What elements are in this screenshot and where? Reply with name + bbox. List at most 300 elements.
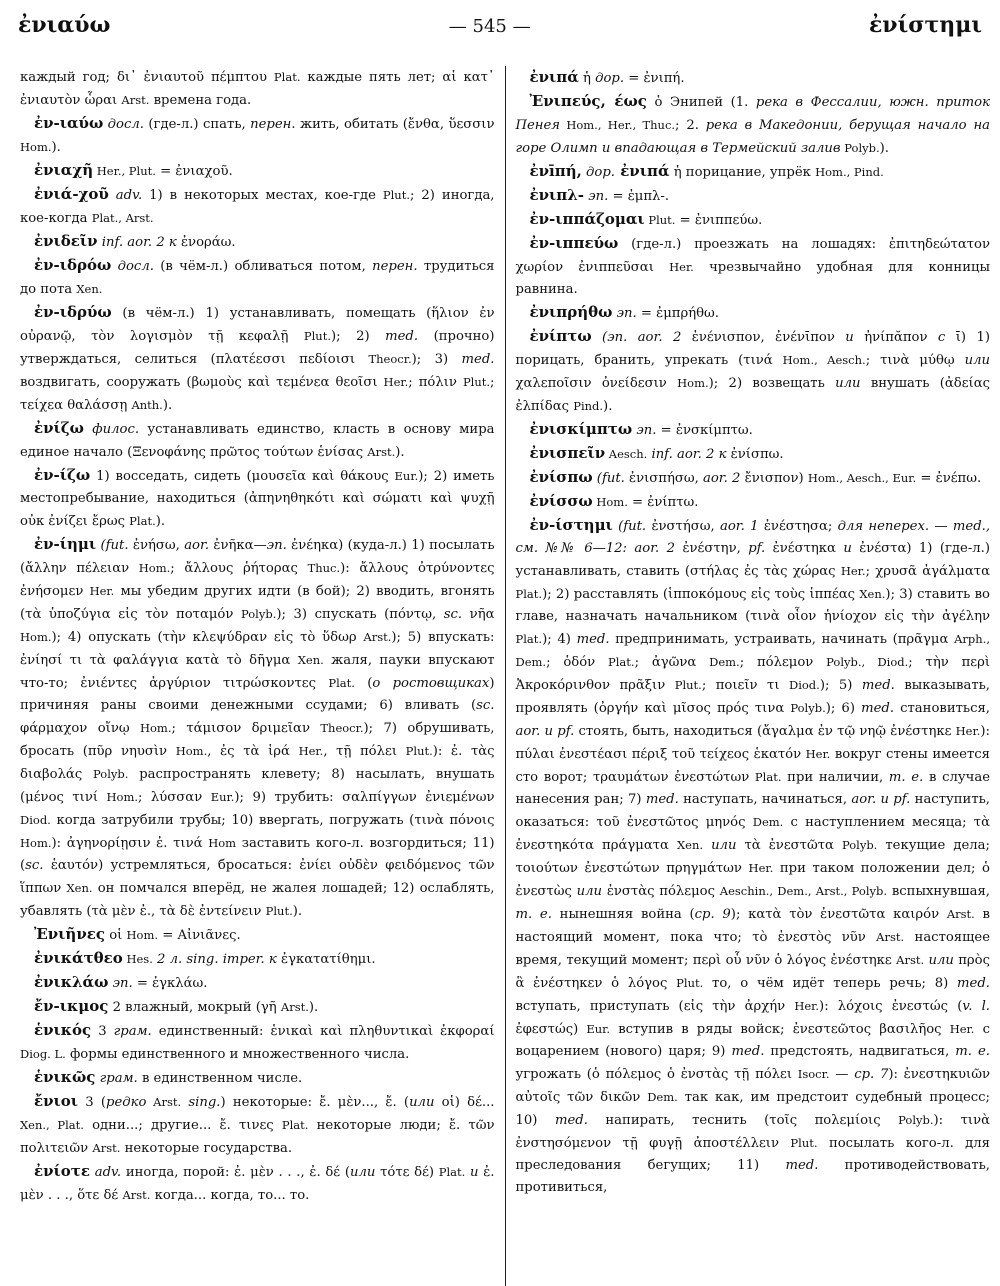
entry-text: при таком положении дел; ὁ ἐνεστὼς (515, 861, 990, 899)
entry-text: предпринимать, устраивать, начинать (πρᾶγμα (609, 632, 955, 647)
source-reference: Arst. (946, 907, 975, 921)
entry-headword: ἐνιπά (614, 162, 670, 180)
grammar-note: о ростовщиках (372, 676, 490, 691)
dictionary-entry (20, 254, 495, 301)
entry-text: = ἐγκλάω. (132, 976, 208, 991)
entry-text: ; πόλεμον (739, 655, 827, 670)
entry-text: воздвигать, сооружать (βωμοὺς καὶ τεμένεα θεοῖσι (20, 375, 384, 390)
dictionary-entry (516, 325, 991, 418)
entry-headword: ἐνιπλ- (529, 186, 585, 204)
source-reference: Hom., Pind. (815, 165, 884, 179)
source-reference: Xen. (676, 838, 704, 852)
source-reference: Isocr. (797, 1067, 830, 1081)
source-reference: Dem. (647, 1090, 678, 1104)
entry-text: τότε δέ) (375, 1165, 439, 1180)
entry-text: οἱ (105, 928, 127, 943)
entry-text: противодействовать, противиться, (515, 1158, 990, 1195)
dictionary-entry (516, 184, 991, 208)
grammar-note: (эп. aor. 2 (591, 330, 682, 345)
entry-text: некоторые люди; ἔ. τῶν πολιτειῶν (20, 1118, 495, 1156)
grammar-note: грам. (95, 1071, 138, 1086)
source-reference: Plat. (438, 1165, 466, 1179)
source-reference: Arst. (280, 1000, 309, 1014)
grammar-note: aor. и pf. (851, 792, 911, 807)
grammar-note: эп. (266, 538, 287, 553)
source-reference: Arst. (367, 445, 396, 459)
entry-text: ἐνέστα) 1) (где-л.) устанавливать, ставить (στήλας ἐς τὰς χώρας (515, 541, 990, 579)
dictionary-entry (516, 160, 991, 184)
entry-headword: ἐνīπή, (529, 162, 582, 180)
dictionary-entry (516, 232, 991, 301)
entry-text: устанавливать единство, класть в основу мира единое начало (Ξενοφάνης πρῶτος τούτων ἑνίσας (20, 422, 495, 460)
source-reference: Her. (949, 1022, 975, 1036)
entry-text: выказывать, проявлять (ὀργήν καὶ μῖσος πρός τινα (515, 678, 990, 716)
entry-text: ); 2) возвещать (708, 376, 836, 391)
entry-text: ἐνῆκα— (209, 538, 267, 553)
source-reference: Plut. (674, 678, 702, 692)
entry-text: 3 ( (78, 1095, 107, 1110)
entry-headword: ἐνισπεῖν (529, 444, 606, 462)
entry-text: τὰ ἐνεστῶτα (736, 838, 842, 853)
entry-text: ἑαυτόν) устремляться, бросаться: ἐνίει οὐδὲν φειδόμενος τῶν ἵππων (20, 858, 495, 896)
entry-text: ( (354, 676, 373, 691)
dictionary-entry (20, 230, 495, 254)
grammar-note: med. (576, 632, 610, 647)
entry-text: единственный: ἑνικαὶ καὶ πληθυντικαὶ ἐκφοραί (151, 1024, 495, 1039)
entry-text: χαλεποῖσιν ὀνείδεσιν (515, 376, 678, 391)
entry-text: ): ἄλλους ὀτρύνοντες ἐνήσομεν (20, 561, 495, 599)
grammar-note: редко (106, 1095, 147, 1110)
entry-text: (прочно) утверждаться, селиться (πλατέεσσι πεδίοισι (20, 329, 495, 367)
source-reference: Her. (840, 564, 866, 578)
source-reference: Thuc. (307, 561, 341, 575)
entry-text: когда... когда, то... то. (150, 1188, 310, 1203)
entry-text: заставить кого-л. возгордиться; 11) ( (20, 836, 495, 873)
entry-text: когда затрубили трубы; 10) ввергать, погружать (τινὰ πόνοις (50, 813, 495, 828)
source-reference: Hom (208, 836, 237, 850)
entry-text: ἔνισπον) (740, 471, 808, 486)
entry-headword: ἐνίζω (34, 419, 84, 437)
entry-text: ); 4) опускать (τὴν κλεψύδραν εἰς τὸ ὕδωρ (51, 630, 364, 645)
entry-text: ; ἀγῶνα (634, 655, 710, 670)
entry-headword: ἐνικάτθεο (34, 949, 123, 967)
source-reference: Plut. (790, 1136, 818, 1150)
grammar-note: перен. (372, 259, 418, 274)
entry-text: ; λύσσαν (138, 790, 211, 805)
source-reference: Hom. (139, 721, 172, 735)
source-reference: Her. (383, 375, 409, 389)
entry-text: ; 2) иногда, кое-когда (20, 188, 495, 226)
entry-headword: ἑνικός (34, 1021, 92, 1039)
entry-text: ἐνίσπω. (726, 447, 784, 462)
source-reference: Diog. L. (20, 1047, 66, 1061)
source-reference: Polyb. (841, 838, 878, 852)
source-reference: Her. (955, 724, 981, 738)
grammar-note: med. (861, 678, 895, 693)
entry-headword: ἐνισκίμπτω (529, 420, 633, 438)
entry-text: = ἐνσκίμπτω. (656, 423, 753, 438)
right-column (505, 66, 991, 1286)
grammar-note: aor. 1 (720, 519, 759, 534)
grammar-note: (fut. (592, 471, 625, 486)
entry-headword: ἐνιπά (529, 68, 579, 86)
grammar-note: т. е. (955, 1044, 990, 1059)
source-reference: Polyb., Diod. (826, 655, 909, 669)
source-reference: Plat. (515, 587, 543, 601)
entry-text: вспыхнувшая, (887, 884, 990, 899)
entry-text: πρὸς ἃ ἐνέστηκεν ὁ λόγος (515, 953, 991, 991)
entry-headword: ἐνιπρήθω (529, 303, 613, 321)
entry-text: так как, им предстоит судебный процесс; 10) (515, 1090, 990, 1128)
entry-text: 3 (91, 1024, 114, 1039)
entry-text: ἐνέηκα) (куда-л.) 1) посылать (ἄλλην πέλειαν (20, 538, 495, 576)
grammar-note: и (843, 541, 852, 556)
entry-text: внушать (ἀδείας ἐλπίδας (515, 376, 990, 414)
entry-text: , ἐς τὰ ἱρά (207, 744, 299, 759)
entry-text: ἡ (578, 71, 596, 86)
entry-text: ): λόχοις ἐνεστώς ( (819, 999, 963, 1014)
entry-text: посылать кого-л. для преследования бегущих; 11) (515, 1136, 991, 1173)
source-reference: Pind. (573, 399, 604, 413)
dictionary-entry (20, 971, 495, 995)
grammar-note: перен. (250, 117, 296, 132)
entry-headword: ἐνίσσω (529, 492, 593, 510)
grammar-note: т. е. (888, 770, 924, 785)
grammar-note: эп. (632, 423, 657, 438)
entry-headword: ἐν-ιδρύω (34, 303, 112, 321)
entry-text: = ἐνίπτω. (627, 495, 699, 510)
source-reference: Plat., Arst. (91, 211, 154, 225)
entry-headword: ἐνίπτω (529, 327, 592, 345)
entry-text: ). (51, 140, 61, 155)
grammar-note: ср. 9 (694, 907, 731, 922)
entry-text: = Αἰνιᾶνες. (158, 928, 241, 943)
source-reference: Hom., Aesch. (782, 353, 866, 367)
dictionary-entry (516, 90, 991, 160)
grammar-note: филос. (83, 422, 140, 437)
source-reference: Xen. (66, 881, 93, 895)
dictionary-entry (20, 1019, 495, 1066)
source-reference: Polyb. (898, 1113, 934, 1127)
entry-text: чрезвычайно удобная для конницы равнина. (515, 260, 990, 297)
entry-text: , τῇ πόλει (323, 744, 406, 759)
grammar-note: для неперех. — med., см. №№ 6—12: aor. 2 (515, 519, 991, 556)
grammar-note: или (409, 1095, 435, 1110)
entry-text: ); 3) спускать (πόντῳ, (276, 607, 444, 622)
source-reference: Dem. (752, 815, 784, 829)
grammar-note: или (835, 376, 861, 391)
grammar-note: inf. aor. 2 к (97, 235, 177, 250)
dictionary-entry (20, 301, 495, 417)
grammar-note: sc. (476, 698, 495, 713)
entry-text: наступать, начинаться, (678, 792, 852, 807)
entry-text: ; ποιεῖν τι (701, 678, 789, 693)
source-reference: Plut. (676, 976, 704, 990)
entry-headword: ἐν-ιδρόω (34, 256, 112, 274)
source-reference: Polyb. (840, 141, 880, 155)
entry-text: νῆα (462, 607, 495, 622)
source-reference: Plut. (303, 329, 331, 343)
grammar-note: med. (385, 329, 419, 344)
entry-text: в единственном числе. (137, 1071, 303, 1086)
entry-text: (где-л.) проезжать на лошадях: ἐπιτηδεώτατον χωρίον ἐνιππεῦσαι (515, 237, 990, 275)
grammar-note: река в Македонии, берущая начало на горе Олимп и впадающая в Термейский залив (515, 118, 990, 156)
grammar-note: pf. (748, 541, 766, 556)
grammar-note: aor. 2 (702, 471, 741, 486)
dictionary-entry (516, 66, 991, 90)
entry-headword: ἐν-ίστημι (529, 516, 613, 534)
source-reference: Hom. (592, 495, 628, 509)
entry-text: каждые пять лет; αἱ κατ᾽ ἐνιαυτὸν ὧραι (20, 70, 495, 108)
entry-text: в случае нанесения ран; 7) (515, 770, 990, 807)
grammar-note: adv. (90, 1165, 122, 1180)
left-column (20, 66, 505, 1286)
entry-text: ῑ) 1) порицать, бранить, упрекать (τινά (515, 330, 991, 368)
entry-text: ); 2) расставлять (ἱπποκόμους εἰς τοὺς ἱππέας (542, 587, 860, 602)
entry-text: — (829, 1067, 855, 1082)
grammar-note: med. (645, 792, 679, 807)
grammar-note: med. (554, 1113, 588, 1128)
entry-text: напирать, теснить (τοῖς πολεμίοις (587, 1113, 899, 1128)
source-reference: Polyb. (240, 607, 277, 621)
dictionary-entry (516, 301, 991, 325)
entry-text: ὁ Энипей (1. (646, 95, 756, 110)
entry-text: ). (162, 398, 173, 413)
source-reference: Hom. (138, 561, 171, 575)
source-reference: Aesch. (605, 447, 648, 461)
dictionary-entry (20, 417, 495, 464)
grammar-note: и (845, 330, 854, 345)
entry-text: некоторые государства. (120, 1141, 293, 1156)
entry-text: ); 3) (411, 352, 462, 367)
source-reference: Her. (89, 584, 115, 598)
source-reference: Hom., Aesch., Eur. (807, 471, 917, 485)
entry-text: ; χρυσᾶ ἀγάλματα (865, 564, 990, 579)
grammar-note: med. (785, 1158, 819, 1173)
grammar-note: v. l. (962, 999, 990, 1014)
entry-headword: ἐνικλάω (34, 973, 109, 991)
source-reference: Hes. (122, 952, 153, 966)
grammar-note: с (937, 330, 946, 345)
source-reference: Theocr. (368, 352, 412, 366)
entry-text: ) некоторые: ἔ. μὲν..., ἔ. ( (220, 1095, 410, 1110)
entry-text: ; ἄλλους ῥήτορας (170, 561, 308, 576)
entry-text: жить, обитать (ἔνθα, ὕεσσιν (295, 117, 495, 132)
source-reference: Her. (805, 747, 831, 761)
grammar-note: эп. (612, 306, 637, 321)
grammar-note: и (465, 1165, 479, 1180)
entry-text: ; τὴν περὶ Ἀκροκόρινθον πρᾶξιν (515, 655, 991, 693)
entry-headword: ἐν-ίημι (34, 535, 97, 553)
entry-text: ἐνοράω. (176, 235, 236, 250)
source-reference: Polyb. (93, 767, 129, 781)
dictionary-entry (20, 1090, 495, 1160)
entry-headword: ἐνιαχῆ (34, 161, 94, 179)
entry-text: ἐφεστώς) (515, 1022, 587, 1037)
entry-text: он помчался вперёд, не жалея лошадей; 12) ослаблять, убавлять (τὰ μὲν ἐ., τὰ δὲ ἐντείνειν (20, 881, 495, 919)
entry-text: наступить, оказаться: τοῦ ἐνεστῶτος μηνός (515, 792, 990, 830)
entry-text: вступать, приступать (εἰς τὴν ἀρχήν (515, 999, 795, 1014)
entry-text: ; πόλιν (408, 375, 463, 390)
entry-text: ). (603, 399, 613, 414)
entry-text: ἐγκατατίθημι. (276, 952, 376, 967)
source-reference: Plat. (273, 70, 301, 84)
source-reference: Plat. (608, 655, 635, 669)
entry-headword: ἐνίσπω (529, 468, 593, 486)
entry-text: οἱ) δέ... (434, 1095, 495, 1110)
dictionary-entry (20, 1066, 495, 1090)
grammar-note: т. е. (515, 907, 552, 922)
entry-text: вокруг стены имеется сто ворот; τραυμάτων ἐνεστώτων (515, 747, 990, 785)
grammar-note: ср. 7 (854, 1067, 889, 1082)
source-reference: Arst. (122, 1188, 151, 1202)
entry-text: ἐνστὰς πόλεμος (602, 884, 720, 899)
entry-text: одни...; другие... ἔ. τινες (83, 1118, 282, 1133)
source-reference: Dem. (709, 655, 740, 669)
grammar-note: или (703, 838, 737, 853)
entry-headword: Ἐνιπεύς, έως (529, 92, 647, 110)
entry-text: (в чём-л.) обливаться потом, (153, 259, 373, 274)
grammar-note: или (576, 884, 603, 899)
page-number: — 545 — (448, 16, 531, 37)
entry-text: = ἐνέπω. (916, 471, 982, 486)
entry-text: ; ὁδόν (546, 655, 609, 670)
entry-text: формы единственного и множественного числа. (65, 1047, 410, 1062)
entry-text: = ἐνιππεύω. (675, 213, 763, 228)
entry-text: ἡ порицание, упрёк (669, 165, 816, 180)
entry-text: (в чём-л.) 1) устанавливать, помещать (ἥλιον ἐν οὐρανῷ, τὸν λογισμὸν τῇ κεφαλῇ (20, 306, 495, 344)
source-reference: Arst. (92, 1141, 121, 1155)
dictionary-entry (516, 442, 991, 466)
grammar-note: sc. (25, 858, 44, 873)
source-reference: Her. (794, 999, 820, 1013)
source-reference: Plut. (382, 188, 410, 202)
grammar-note: adv. (108, 188, 143, 203)
dictionary-entry (20, 183, 495, 230)
source-reference: Xen. (859, 587, 886, 601)
source-reference: Plut. (405, 744, 433, 758)
entry-text: = ἐνιπή. (624, 71, 685, 86)
source-reference: Hom. (677, 376, 709, 390)
entry-text: текущие дела; τοιούτων ἐνεστώτων πρηγμάτων (515, 838, 990, 876)
entry-text: ). (395, 445, 405, 460)
entry-text: ἐ. μὲν . . ., ὅτε δέ (20, 1165, 495, 1203)
source-reference: Diod. (20, 813, 51, 827)
source-reference: Diod. (788, 678, 820, 692)
grammar-note: med. (957, 976, 990, 991)
grammar-note: (fut. (612, 519, 647, 534)
entry-text: ); 2) иметь местопребывание, находиться (ἀπηνηθηκότι καὶ σώματι καὶ ψυχῇ οὐκ ἐνίζει ἔρως (20, 469, 495, 529)
entry-headword: ἐν-ιαύω (34, 114, 104, 132)
entry-text: ); 5) (819, 678, 862, 693)
grammar-note: эп. (584, 189, 609, 204)
entry-text: ἐνστήσω, (646, 519, 720, 534)
entry-text: при наличии, (781, 770, 889, 785)
source-reference: Hom. (126, 928, 159, 942)
source-reference: Aeschin., Dem., Arst., Polyb. (719, 884, 888, 898)
source-reference: Hom. (175, 744, 208, 758)
source-reference: Plat. (281, 1118, 309, 1132)
dictionary-entry (20, 923, 495, 947)
source-reference: Plut. (644, 213, 676, 227)
source-reference: Hom. (106, 790, 139, 804)
entry-text: 1) в некоторых местах, кое-где (142, 188, 383, 203)
source-reference: Hom. (20, 140, 52, 154)
source-reference: Arst. (121, 93, 150, 107)
entry-text: угрожать (ὁ πόλεμος ὁ ἐνστὰς τῇ πόλει (515, 1067, 798, 1082)
entry-text: = ἐνιαχοῦ. (155, 164, 233, 179)
source-reference: Hom. (20, 630, 52, 644)
source-reference: Plut. (462, 375, 491, 389)
grammar-note: или (924, 953, 954, 968)
entry-text: жаля, пауки впускают что-то; ἐνιέντες ἀργύριον τιτρώσκοντες (20, 653, 495, 691)
entry-text: ) причиняя раны своими денежными ссудами; 6) вливать ( (20, 676, 495, 713)
dictionary-entry (20, 1160, 495, 1207)
entry-text: с воцарением (нового) царя; 9) (515, 1022, 990, 1059)
entry-text: = ἐμπλ-. (608, 189, 670, 204)
entry-text: ); 3) ставить во главе, назначать начальником (τινὰ οἷον ἡνίοχον εἰς τὴν ἀγέλην (515, 587, 990, 624)
grammar-note: досл. (111, 259, 154, 274)
entry-text: ); 4) (542, 632, 577, 647)
dictionary-entry (20, 995, 495, 1019)
source-reference: Arst. (876, 930, 905, 944)
dictionary-entry (20, 66, 495, 112)
source-reference: Plat. (129, 514, 156, 528)
grammar-note: med. (461, 352, 495, 367)
grammar-note: дор. (581, 165, 615, 180)
entry-text: ἐνήσω, (128, 538, 185, 553)
entry-text: времена года. (149, 93, 252, 108)
entry-text: 1) восседать, сидеть (μουσεῖα καὶ θάκους (90, 469, 395, 484)
entry-text: ). (292, 904, 303, 919)
entry-text: ): ἐνεστηκυιῶν αὐτοῖς τῶν δικῶν (515, 1067, 990, 1105)
dictionary-entry (516, 418, 991, 442)
source-reference: Theocr. (320, 721, 364, 735)
entry-text: вступив в ряды войск; ἐνεστεῶτος βασιλῆος (610, 1022, 950, 1037)
entry-text: в настоящий момент, пока что; τὸ ἐνεστὸς νῦν (515, 907, 990, 945)
entry-text: мы убедим других идти (в бой); 2) вводить, вгонять (τὰ ὑποζύγια εἰς τὸν ποταμόν (20, 584, 495, 622)
entry-headword: ἐνίοτε (34, 1162, 91, 1180)
entry-text: ; 2. (675, 118, 706, 133)
dictionary-entry (516, 514, 991, 1199)
entry-text: нынешняя война ( (551, 907, 695, 922)
entry-text: = ἐμπρήθω. (636, 306, 719, 321)
source-reference: Eur. (586, 1022, 611, 1036)
entry-text: ); κατὰ τὸν ἐνεστῶτα καιρόν (730, 907, 947, 922)
entry-headword: ἔν-ικμος (34, 997, 109, 1015)
entry-text: ); 5) впускать: ἐνίησί τι τὰ φαλάγγια κατὰ τὸ δῆγμα (20, 630, 495, 668)
source-reference: Plat. (754, 770, 782, 784)
page-header (10, 12, 990, 48)
entry-text: (где-л.) спать, (143, 117, 251, 132)
entry-headword: ἐνιδεῖν (34, 232, 98, 250)
source-reference: Her., Plut. (93, 164, 156, 178)
entry-headword: ἐν-ίζω (34, 466, 91, 484)
source-reference: Plut. (265, 904, 293, 918)
source-reference: Eur. (394, 469, 419, 483)
entry-text: стоять, быть, находиться (ἄγαλμα ἐν τῷ νηῷ ἐνέστηκε (574, 724, 956, 739)
dictionary-entry (20, 533, 495, 923)
grammar-note: эп. (108, 976, 133, 991)
source-reference: Her. (748, 861, 774, 875)
entry-text: ). (155, 514, 166, 529)
source-reference: Xen. (297, 653, 324, 667)
entry-text: ἐνέστηκα (765, 541, 844, 556)
entry-text: ἐνισπήσω, (624, 471, 703, 486)
entry-text: настоящее время, текущий момент; περὶ οὗ νῦν ὁ λόγος ἐνέστηκε (515, 930, 990, 968)
grammar-note: sing. (181, 1095, 221, 1110)
entry-headword: ἐν-ιππεύω (529, 234, 619, 252)
